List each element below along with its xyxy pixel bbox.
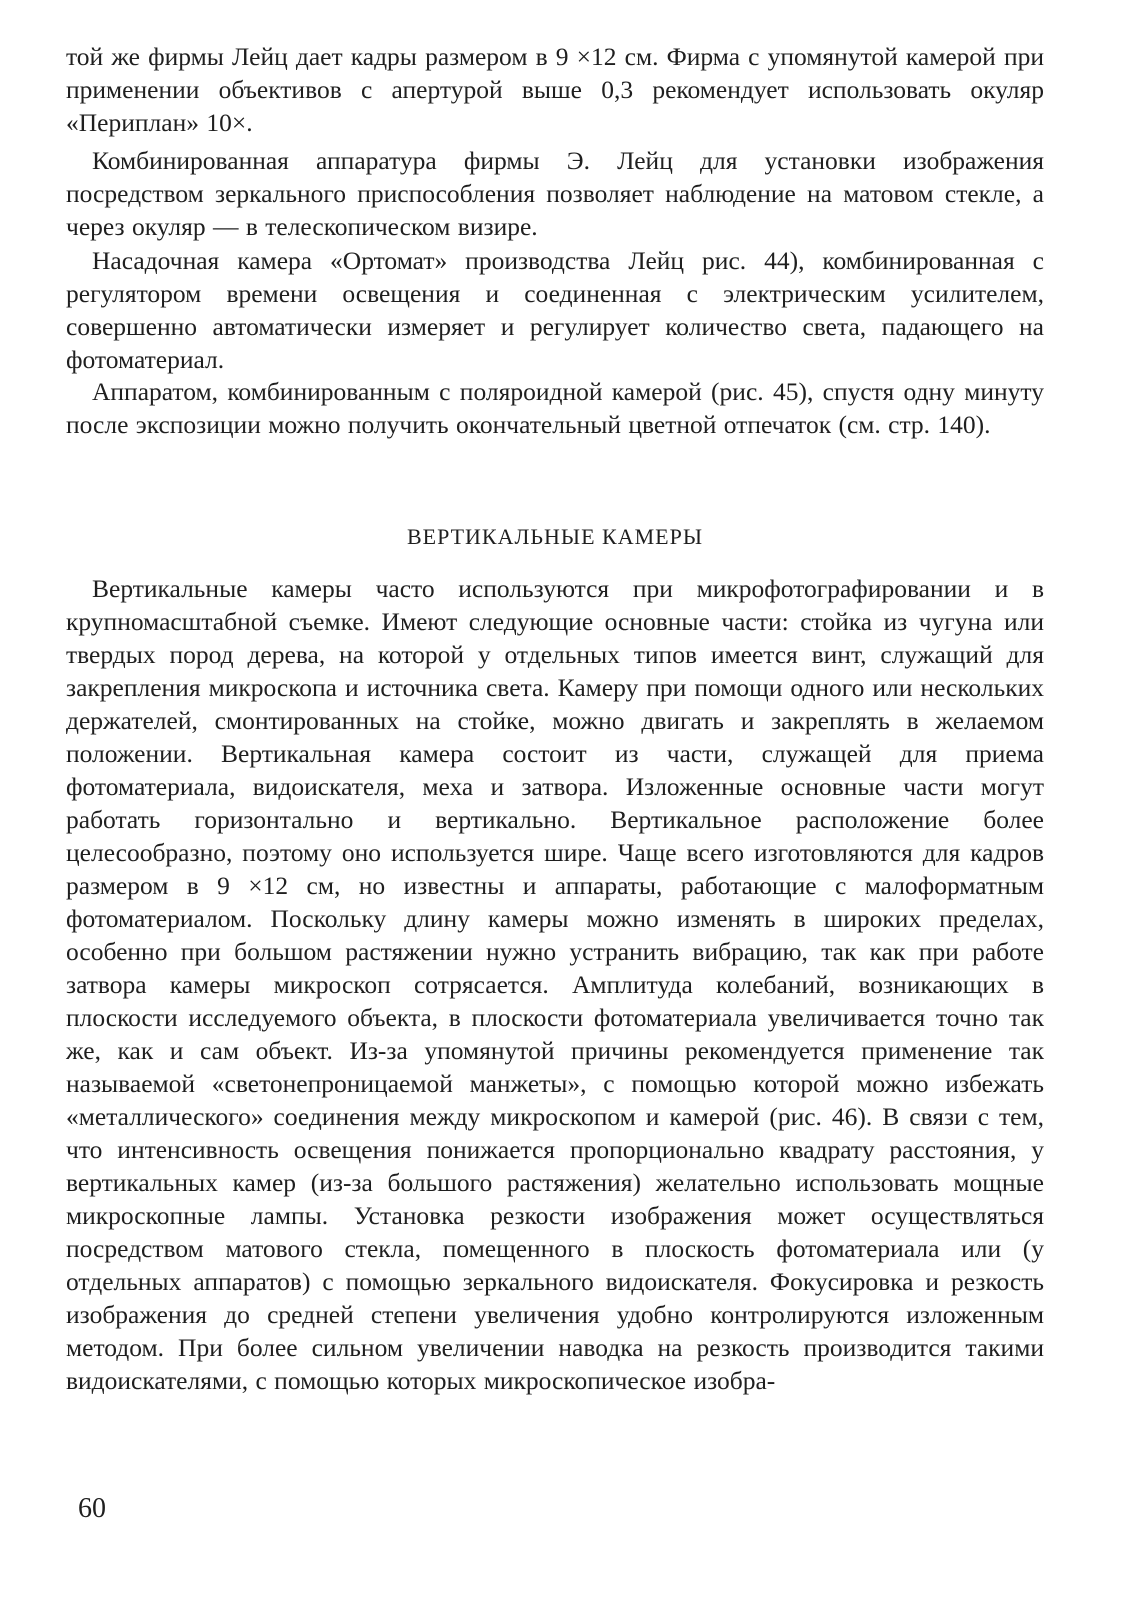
page-number: 60	[78, 1493, 106, 1524]
paragraph-ortomat-camera: Насадочная камера «Ортомат» производства Лейц рис. 44), комбинированная с регулятором времени освещения и соединенная с электрическим усилителем, совершенно автоматически измеряет и регулирует количество света, падающего на фотоматериал.	[66, 246, 1044, 374]
paragraph-vertical-cameras: Вертикальные камеры часто используются при микрофотографировании и в крупномасштабной съемке. Имеют следующие основные части: стойка из чугуна или твердых пород дерева, на которой у отдельных типов имеется винт, служащий для закрепления микроскопа и источника света. Камеру при помощи одного или нескольких держателей, смонтированных на стойке, можно двигать и закреплять в желаемом положении. Вертикальная камера состоит из части, служащей для приема фотоматериала, видоискателя, меха и затвора. Изложенные основные части могут работать горизонтально и вертикально. Вертикальное расположение более целесообразно, поэтому оно используется шире. Чаще всего изготовляются для кадров размером в 9 ×12 см, но известны и аппараты, работающие с малоформатным фотоматериалом. Поскольку длину камеры можно изменять в широких пределах, особенно при большом растяжении нужно устранить вибрацию, так как при работе затвора камеры микроскоп сотрясается. Амплитуда колебаний, возникающих в плоскости исследуемого объекта, в плоскости фотоматериала увеличивается точно так же, как и сам объект. Из-за упомянутой причины рекомендуется применение так называемой «светонепроницаемой манжеты», с помощью которой можно избежать «металлического» соединения между микроскопом и камерой (рис. 46). В связи с тем, что интенсивность освещения понижается пропорционально квадрату расстояния, у вертикальных камер (из-за большого растяжения) желательно использовать мощные микроскопные лампы. Установка резкости изображения может осуществляться посредством матового стекла, помещенного в плоскость фотоматериала или (у отдельных аппаратов) с помощью зеркального видоискателя. Фокусировка и резкость изображения до средней степени увеличения удобно контролируются изложенным методом. При более сильном увеличении наводка на резкость производится такими видоискателями, с помощью которых микроскопическое изобра-	[66, 574, 1044, 1395]
book-page	[66, 0, 1044, 1600]
section-heading: ВЕРТИКАЛЬНЫЕ КАМЕРЫ	[406, 524, 704, 549]
paragraph-continuation: той же фирмы Лейц дает кадры размером в 9 ×12 см. Фирма с упомянутой камерой при применении объективов с апертурой выше 0,3 рекомендует использовать окуляр «Периплан» 10×.	[66, 42, 1044, 137]
paragraph-polaroid-camera: Аппаратом, комбинированным с поляроидной камерой (рис. 45), спустя одну минуту после экспозиции можно получить окончательный цветной отпечаток (см. стр. 140).	[66, 377, 1044, 439]
paragraph-leitz-combined-apparatus: Комбинированная аппаратура фирмы Э. Лейц для установки изображения посредством зеркального приспособления позволяет наблюдение на матовом стекле, а через окуляр — в телескопическом визире.	[66, 146, 1044, 241]
